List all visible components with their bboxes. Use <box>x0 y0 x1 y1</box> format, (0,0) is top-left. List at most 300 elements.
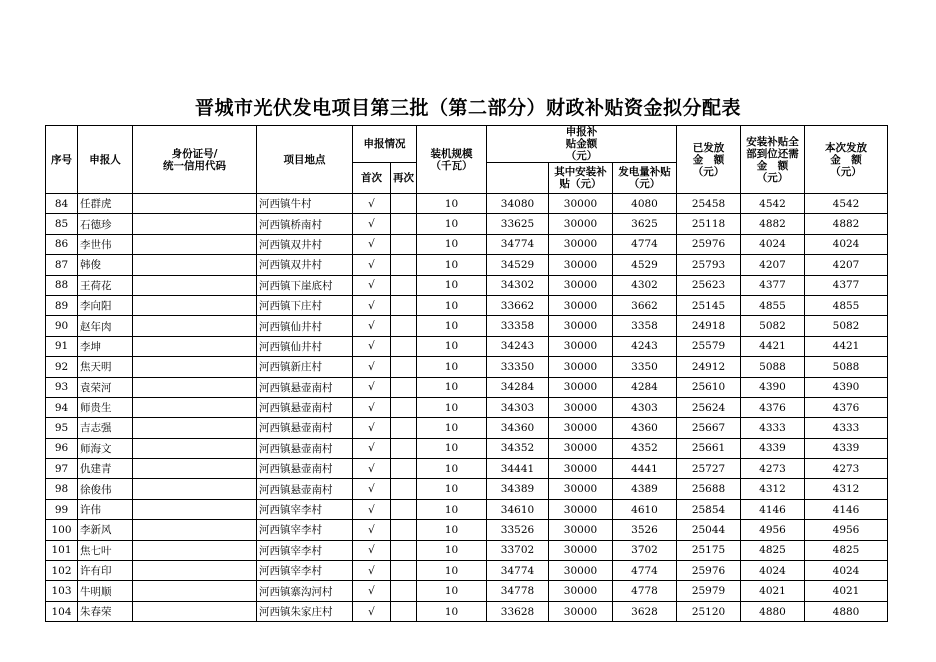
cell-seq: 96 <box>46 438 78 458</box>
cell-id <box>133 295 257 315</box>
cell-first: √ <box>353 499 391 519</box>
cell-applicant: 仇建青 <box>78 459 133 479</box>
header-location: 项目地点 <box>257 126 353 194</box>
page-title: 晋城市光伏发电项目第三批（第二部分）财政补贴资金拟分配表 <box>194 97 741 119</box>
cell-gen: 4774 <box>613 234 677 254</box>
cell-capacity: 10 <box>417 275 487 295</box>
cell-seq: 89 <box>46 295 78 315</box>
cell-capacity: 10 <box>417 418 487 438</box>
cell-gen: 4080 <box>613 194 677 214</box>
cell-install: 30000 <box>549 255 613 275</box>
cell-subsidy: 34352 <box>487 438 549 458</box>
cell-install: 30000 <box>549 540 613 560</box>
cell-id <box>133 540 257 560</box>
cell-current: 4207 <box>805 255 888 275</box>
cell-issued: 25661 <box>677 438 741 458</box>
cell-remaining: 4542 <box>741 194 805 214</box>
cell-again <box>391 295 417 315</box>
cell-install: 30000 <box>549 234 613 254</box>
header-subsidy: 申报补 贴金额 （元） <box>487 126 677 163</box>
table-row <box>46 520 888 540</box>
cell-seq: 91 <box>46 336 78 356</box>
cell-location: 河西镇悬壶南村 <box>257 418 353 438</box>
header-issued: 已发放 金 额 （元） <box>677 126 741 194</box>
table-row <box>46 601 888 621</box>
cell-current: 4024 <box>805 234 888 254</box>
cell-issued: 24912 <box>677 357 741 377</box>
cell-first: √ <box>353 194 391 214</box>
cell-gen: 4303 <box>613 397 677 417</box>
cell-location: 河西镇宰李村 <box>257 540 353 560</box>
cell-seq: 88 <box>46 275 78 295</box>
cell-remaining: 4024 <box>741 561 805 581</box>
cell-applicant: 石德珍 <box>78 214 133 234</box>
header-current: 本次发放 金 额 （元） <box>805 126 888 194</box>
cell-capacity: 10 <box>417 499 487 519</box>
cell-seq: 86 <box>46 234 78 254</box>
cell-first: √ <box>353 255 391 275</box>
cell-current: 4825 <box>805 540 888 560</box>
cell-current: 4542 <box>805 194 888 214</box>
table-body <box>46 194 888 622</box>
table-header <box>46 126 888 194</box>
cell-first: √ <box>353 459 391 479</box>
cell-issued: 25044 <box>677 520 741 540</box>
cell-seq: 92 <box>46 357 78 377</box>
cell-remaining: 4377 <box>741 275 805 295</box>
cell-applicant: 师海文 <box>78 438 133 458</box>
cell-current: 4273 <box>805 459 888 479</box>
cell-id <box>133 601 257 621</box>
cell-seq: 94 <box>46 397 78 417</box>
cell-id <box>133 397 257 417</box>
table-row <box>46 397 888 417</box>
cell-first: √ <box>353 561 391 581</box>
cell-first: √ <box>353 316 391 336</box>
cell-id <box>133 561 257 581</box>
cell-subsidy: 33526 <box>487 520 549 540</box>
cell-subsidy: 34778 <box>487 581 549 601</box>
table-row <box>46 336 888 356</box>
cell-issued: 25976 <box>677 234 741 254</box>
cell-remaining: 4376 <box>741 397 805 417</box>
cell-subsidy: 34360 <box>487 418 549 438</box>
cell-capacity: 10 <box>417 561 487 581</box>
cell-gen: 4774 <box>613 561 677 581</box>
cell-subsidy: 34529 <box>487 255 549 275</box>
cell-id <box>133 275 257 295</box>
cell-current: 4312 <box>805 479 888 499</box>
cell-applicant: 朱春荣 <box>78 601 133 621</box>
cell-location: 河西镇下崖底村 <box>257 275 353 295</box>
cell-again <box>391 275 417 295</box>
cell-gen: 3662 <box>613 295 677 315</box>
cell-again <box>391 377 417 397</box>
cell-gen: 3350 <box>613 357 677 377</box>
cell-applicant: 师贵生 <box>78 397 133 417</box>
table-row <box>46 255 888 275</box>
cell-capacity: 10 <box>417 438 487 458</box>
cell-applicant: 韩俊 <box>78 255 133 275</box>
table-row <box>46 561 888 581</box>
cell-install: 30000 <box>549 194 613 214</box>
table-row <box>46 357 888 377</box>
header-subsidy-total-blank <box>487 163 549 194</box>
cell-current: 4956 <box>805 520 888 540</box>
cell-subsidy: 34774 <box>487 234 549 254</box>
table-row <box>46 275 888 295</box>
cell-subsidy: 34284 <box>487 377 549 397</box>
cell-again <box>391 357 417 377</box>
table-row <box>46 479 888 499</box>
table-row <box>46 418 888 438</box>
cell-capacity: 10 <box>417 255 487 275</box>
cell-first: √ <box>353 540 391 560</box>
cell-id <box>133 357 257 377</box>
cell-install: 30000 <box>549 561 613 581</box>
cell-current: 4390 <box>805 377 888 397</box>
cell-issued: 25623 <box>677 275 741 295</box>
cell-id <box>133 499 257 519</box>
cell-first: √ <box>353 295 391 315</box>
cell-again <box>391 581 417 601</box>
cell-current: 4021 <box>805 581 888 601</box>
cell-install: 30000 <box>549 357 613 377</box>
cell-first: √ <box>353 357 391 377</box>
cell-id <box>133 255 257 275</box>
cell-gen: 4352 <box>613 438 677 458</box>
subsidy-table <box>45 125 888 622</box>
cell-capacity: 10 <box>417 234 487 254</box>
header-id: 身份证号/ 统一信用代码 <box>133 126 257 194</box>
cell-subsidy: 34080 <box>487 194 549 214</box>
cell-gen: 3526 <box>613 520 677 540</box>
cell-first: √ <box>353 234 391 254</box>
cell-remaining: 5088 <box>741 357 805 377</box>
cell-install: 30000 <box>549 316 613 336</box>
cell-current: 4333 <box>805 418 888 438</box>
cell-seq: 84 <box>46 194 78 214</box>
cell-gen: 3628 <box>613 601 677 621</box>
cell-location: 河西镇宰李村 <box>257 520 353 540</box>
cell-capacity: 10 <box>417 520 487 540</box>
cell-gen: 4441 <box>613 459 677 479</box>
cell-capacity: 10 <box>417 336 487 356</box>
cell-seq: 103 <box>46 581 78 601</box>
cell-issued: 25610 <box>677 377 741 397</box>
cell-current: 4880 <box>805 601 888 621</box>
cell-applicant: 徐俊伟 <box>78 479 133 499</box>
cell-again <box>391 459 417 479</box>
cell-id <box>133 194 257 214</box>
cell-issued: 24918 <box>677 316 741 336</box>
cell-remaining: 4855 <box>741 295 805 315</box>
cell-capacity: 10 <box>417 295 487 315</box>
cell-remaining: 4273 <box>741 459 805 479</box>
cell-gen: 3358 <box>613 316 677 336</box>
table-row <box>46 581 888 601</box>
cell-id <box>133 581 257 601</box>
cell-id <box>133 214 257 234</box>
cell-applicant: 赵年肉 <box>78 316 133 336</box>
header-capacity: 装机规模 （千瓦） <box>417 126 487 194</box>
cell-subsidy: 34610 <box>487 499 549 519</box>
cell-subsidy: 33625 <box>487 214 549 234</box>
cell-again <box>391 561 417 581</box>
cell-first: √ <box>353 397 391 417</box>
cell-subsidy: 34243 <box>487 336 549 356</box>
cell-again <box>391 540 417 560</box>
cell-id <box>133 316 257 336</box>
cell-applicant: 牛明顺 <box>78 581 133 601</box>
cell-first: √ <box>353 601 391 621</box>
cell-again <box>391 397 417 417</box>
cell-subsidy: 34302 <box>487 275 549 295</box>
cell-first: √ <box>353 214 391 234</box>
cell-install: 30000 <box>549 601 613 621</box>
cell-first: √ <box>353 418 391 438</box>
cell-install: 30000 <box>549 295 613 315</box>
cell-seq: 90 <box>46 316 78 336</box>
header-declare-status: 申报情况 <box>353 126 417 163</box>
cell-current: 4855 <box>805 295 888 315</box>
cell-seq: 95 <box>46 418 78 438</box>
cell-capacity: 10 <box>417 214 487 234</box>
cell-again <box>391 336 417 356</box>
cell-issued: 25667 <box>677 418 741 438</box>
cell-install: 30000 <box>549 214 613 234</box>
cell-issued: 25854 <box>677 499 741 519</box>
header-remaining: 安装补贴全 部到位还需 金 额 （元） <box>741 126 805 194</box>
cell-first: √ <box>353 581 391 601</box>
cell-applicant: 李向阳 <box>78 295 133 315</box>
cell-issued: 25979 <box>677 581 741 601</box>
cell-seq: 99 <box>46 499 78 519</box>
cell-seq: 87 <box>46 255 78 275</box>
cell-capacity: 10 <box>417 194 487 214</box>
cell-seq: 101 <box>46 540 78 560</box>
cell-again <box>391 194 417 214</box>
cell-again <box>391 479 417 499</box>
cell-issued: 25120 <box>677 601 741 621</box>
table-row <box>46 194 888 214</box>
cell-issued: 25118 <box>677 214 741 234</box>
cell-subsidy: 33628 <box>487 601 549 621</box>
cell-applicant: 王荷花 <box>78 275 133 295</box>
cell-location: 河西镇悬壶南村 <box>257 397 353 417</box>
cell-gen: 4529 <box>613 255 677 275</box>
cell-again <box>391 520 417 540</box>
cell-issued: 25688 <box>677 479 741 499</box>
cell-subsidy: 34389 <box>487 479 549 499</box>
cell-install: 30000 <box>549 459 613 479</box>
cell-seq: 98 <box>46 479 78 499</box>
cell-again <box>391 418 417 438</box>
cell-install: 30000 <box>549 581 613 601</box>
table-row <box>46 499 888 519</box>
cell-subsidy: 33702 <box>487 540 549 560</box>
cell-applicant: 许伟 <box>78 499 133 519</box>
cell-remaining: 4882 <box>741 214 805 234</box>
cell-capacity: 10 <box>417 479 487 499</box>
cell-again <box>391 255 417 275</box>
table-row <box>46 316 888 336</box>
cell-first: √ <box>353 275 391 295</box>
cell-again <box>391 499 417 519</box>
header-again: 再次 <box>391 163 417 194</box>
cell-remaining: 4024 <box>741 234 805 254</box>
cell-applicant: 吉志强 <box>78 418 133 438</box>
cell-remaining: 4339 <box>741 438 805 458</box>
cell-id <box>133 520 257 540</box>
cell-location: 河西镇新庄村 <box>257 357 353 377</box>
cell-current: 4024 <box>805 561 888 581</box>
cell-applicant: 焦天明 <box>78 357 133 377</box>
header-install: 其中安装补 贴（元） <box>549 163 613 194</box>
cell-first: √ <box>353 479 391 499</box>
cell-capacity: 10 <box>417 377 487 397</box>
cell-current: 4377 <box>805 275 888 295</box>
cell-id <box>133 336 257 356</box>
cell-applicant: 李新风 <box>78 520 133 540</box>
cell-location: 河西镇宰李村 <box>257 499 353 519</box>
cell-install: 30000 <box>549 275 613 295</box>
cell-seq: 97 <box>46 459 78 479</box>
cell-install: 30000 <box>549 520 613 540</box>
cell-gen: 4389 <box>613 479 677 499</box>
cell-remaining: 4207 <box>741 255 805 275</box>
cell-subsidy: 33358 <box>487 316 549 336</box>
cell-gen: 4610 <box>613 499 677 519</box>
cell-location: 河西镇寨沟河村 <box>257 581 353 601</box>
cell-seq: 93 <box>46 377 78 397</box>
cell-issued: 25175 <box>677 540 741 560</box>
cell-current: 4146 <box>805 499 888 519</box>
cell-id <box>133 459 257 479</box>
cell-current: 4882 <box>805 214 888 234</box>
cell-capacity: 10 <box>417 581 487 601</box>
header-seq: 序号 <box>46 126 78 194</box>
cell-gen: 4243 <box>613 336 677 356</box>
cell-capacity: 10 <box>417 357 487 377</box>
cell-again <box>391 214 417 234</box>
cell-remaining: 4312 <box>741 479 805 499</box>
cell-current: 4376 <box>805 397 888 417</box>
cell-gen: 3702 <box>613 540 677 560</box>
cell-again <box>391 601 417 621</box>
cell-subsidy: 34303 <box>487 397 549 417</box>
cell-capacity: 10 <box>417 316 487 336</box>
cell-subsidy: 34441 <box>487 459 549 479</box>
cell-id <box>133 234 257 254</box>
cell-location: 河西镇悬壶南村 <box>257 479 353 499</box>
cell-install: 30000 <box>549 438 613 458</box>
cell-issued: 25458 <box>677 194 741 214</box>
table-row <box>46 459 888 479</box>
cell-install: 30000 <box>549 377 613 397</box>
cell-remaining: 4421 <box>741 336 805 356</box>
cell-remaining: 4390 <box>741 377 805 397</box>
cell-location: 河西镇宰李村 <box>257 561 353 581</box>
cell-remaining: 4021 <box>741 581 805 601</box>
cell-seq: 100 <box>46 520 78 540</box>
cell-capacity: 10 <box>417 601 487 621</box>
cell-current: 4339 <box>805 438 888 458</box>
cell-seq: 102 <box>46 561 78 581</box>
cell-location: 河西镇牛村 <box>257 194 353 214</box>
cell-issued: 25145 <box>677 295 741 315</box>
cell-issued: 25727 <box>677 459 741 479</box>
cell-applicant: 李世伟 <box>78 234 133 254</box>
cell-gen: 4360 <box>613 418 677 438</box>
cell-remaining: 4333 <box>741 418 805 438</box>
header-applicant: 申报人 <box>78 126 133 194</box>
cell-remaining: 5082 <box>741 316 805 336</box>
cell-subsidy: 33662 <box>487 295 549 315</box>
cell-install: 30000 <box>549 418 613 438</box>
cell-subsidy: 33350 <box>487 357 549 377</box>
cell-location: 河西镇仙井村 <box>257 336 353 356</box>
cell-current: 4421 <box>805 336 888 356</box>
cell-seq: 104 <box>46 601 78 621</box>
cell-applicant: 焦七叶 <box>78 540 133 560</box>
table-row <box>46 438 888 458</box>
cell-location: 河西镇双井村 <box>257 255 353 275</box>
table-row <box>46 377 888 397</box>
cell-capacity: 10 <box>417 540 487 560</box>
cell-again <box>391 316 417 336</box>
cell-remaining: 4825 <box>741 540 805 560</box>
cell-location: 河西镇仙井村 <box>257 316 353 336</box>
table-row <box>46 540 888 560</box>
cell-applicant: 李坤 <box>78 336 133 356</box>
cell-id <box>133 377 257 397</box>
cell-id <box>133 418 257 438</box>
table-row <box>46 234 888 254</box>
cell-gen: 4302 <box>613 275 677 295</box>
cell-location: 河西镇悬壶南村 <box>257 377 353 397</box>
cell-issued: 25976 <box>677 561 741 581</box>
cell-location: 河西镇朱家庄村 <box>257 601 353 621</box>
cell-first: √ <box>353 377 391 397</box>
header-first: 首次 <box>353 163 391 194</box>
cell-install: 30000 <box>549 397 613 417</box>
cell-remaining: 4880 <box>741 601 805 621</box>
cell-location: 河西镇下庄村 <box>257 295 353 315</box>
table-row <box>46 295 888 315</box>
cell-gen: 4284 <box>613 377 677 397</box>
cell-again <box>391 438 417 458</box>
cell-issued: 25624 <box>677 397 741 417</box>
cell-remaining: 4956 <box>741 520 805 540</box>
cell-install: 30000 <box>549 479 613 499</box>
cell-seq: 85 <box>46 214 78 234</box>
cell-location: 河西镇双井村 <box>257 234 353 254</box>
cell-first: √ <box>353 520 391 540</box>
cell-issued: 25793 <box>677 255 741 275</box>
cell-capacity: 10 <box>417 397 487 417</box>
cell-install: 30000 <box>549 499 613 519</box>
cell-applicant: 许有印 <box>78 561 133 581</box>
cell-remaining: 4146 <box>741 499 805 519</box>
cell-capacity: 10 <box>417 459 487 479</box>
cell-again <box>391 234 417 254</box>
cell-id <box>133 438 257 458</box>
cell-gen: 3625 <box>613 214 677 234</box>
cell-install: 30000 <box>549 336 613 356</box>
cell-applicant: 袁荣河 <box>78 377 133 397</box>
cell-subsidy: 34774 <box>487 561 549 581</box>
